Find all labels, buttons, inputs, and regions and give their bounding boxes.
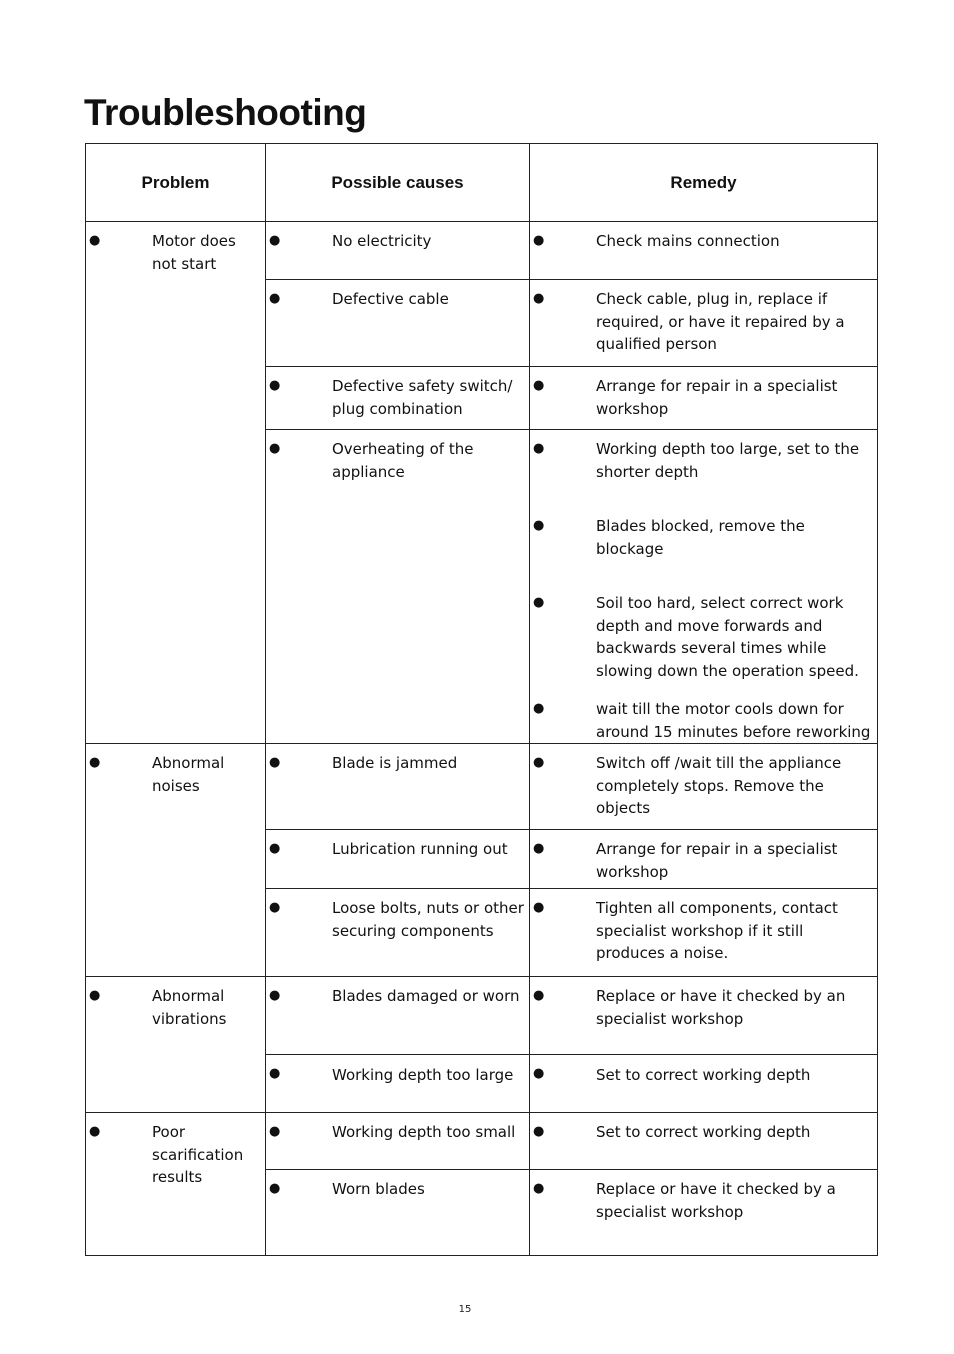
- bullet-icon: ●: [269, 988, 281, 1003]
- cause-text: Defective safety switch/ plug combination: [332, 377, 513, 418]
- remedy-text: Soil too hard, select correct work depth and move forwards and backwards several times while slowing down the operation speed.: [596, 594, 859, 680]
- cause-text: Working depth too small: [332, 1123, 516, 1141]
- bullet-icon: ●: [533, 988, 545, 1003]
- bullet-icon: ●: [533, 595, 545, 610]
- bullet-icon: ●: [533, 755, 545, 770]
- problem-text: Abnormal vibrations: [152, 987, 227, 1028]
- bullet-icon: ●: [269, 291, 281, 306]
- cause-text: No electricity: [332, 232, 432, 250]
- page-number: 15: [458, 1304, 472, 1315]
- bullet-icon: ●: [533, 1181, 545, 1196]
- cause-text: Defective cable: [332, 290, 449, 308]
- table-row: [86, 1113, 878, 1170]
- remedy-cell: [530, 367, 878, 430]
- remedy-cell: [530, 430, 878, 744]
- bullet-icon: ●: [533, 1124, 545, 1139]
- problem-cell: [86, 744, 266, 977]
- remedy-cell: [530, 1170, 878, 1256]
- remedy-cell: [530, 280, 878, 367]
- problem-text: Motor does not start: [152, 232, 236, 273]
- remedy-cell: [530, 889, 878, 977]
- bullet-icon: ●: [533, 900, 545, 915]
- cause-text: Blade is jammed: [332, 754, 458, 772]
- cause-text: Overheating of the appliance: [332, 440, 474, 481]
- remedy-cell: [530, 1055, 878, 1113]
- header-problem: Problem: [86, 144, 266, 222]
- remedy-text: Replace or have it checked by a specialist workshop: [596, 1180, 836, 1221]
- cause-cell: [266, 1055, 530, 1113]
- cause-cell: [266, 744, 530, 830]
- bullet-icon: ●: [269, 1124, 281, 1139]
- remedy-cell: [530, 222, 878, 280]
- bullet-icon: ●: [533, 291, 545, 306]
- table-row: [86, 744, 878, 830]
- bullet-icon: ●: [533, 441, 545, 456]
- bullet-icon: ●: [269, 900, 281, 915]
- remedy-text: Switch off /wait till the appliance completely stops. Remove the objects: [596, 754, 842, 817]
- table-row: [86, 977, 878, 1055]
- table-row: [86, 222, 878, 280]
- bullet-icon: ●: [269, 755, 281, 770]
- bullet-icon: ●: [269, 841, 281, 856]
- cause-text: Working depth too large: [332, 1066, 514, 1084]
- cause-text: Loose bolts, nuts or other securing components: [332, 899, 524, 940]
- bullet-icon: ●: [269, 1181, 281, 1196]
- remedy-cell: [530, 830, 878, 889]
- header-possible-causes: Possible causes: [266, 144, 530, 222]
- bullet-icon: ●: [269, 441, 281, 456]
- remedy-text: Set to correct working depth: [596, 1066, 811, 1084]
- problem-cell: [86, 1113, 266, 1256]
- remedy-text: Check mains connection: [596, 232, 780, 250]
- cause-cell: [266, 222, 530, 280]
- cause-cell: [266, 977, 530, 1055]
- cause-text: Worn blades: [332, 1180, 425, 1198]
- bullet-icon: ●: [269, 1066, 281, 1081]
- table-header-row: [86, 144, 878, 222]
- bullet-icon: ●: [533, 233, 545, 248]
- remedy-text: Check cable, plug in, replace if required, or have it repaired by a qualified person: [596, 290, 845, 353]
- cause-cell: [266, 367, 530, 430]
- problem-cell: [86, 222, 266, 744]
- cause-cell: [266, 830, 530, 889]
- remedy-text: Set to correct working depth: [596, 1123, 811, 1141]
- bullet-icon: ●: [533, 378, 545, 393]
- cause-cell: [266, 1170, 530, 1256]
- cause-cell: [266, 280, 530, 367]
- bullet-icon: ●: [533, 701, 545, 716]
- remedy-text: Arrange for repair in a specialist workshop: [596, 377, 838, 418]
- header-remedy: Remedy: [530, 144, 878, 222]
- cause-cell: [266, 1113, 530, 1170]
- remedy-cell: [530, 744, 878, 830]
- bullet-icon: ●: [533, 1066, 545, 1081]
- cause-text: Blades damaged or worn: [332, 987, 520, 1005]
- bullet-icon: ●: [533, 518, 545, 533]
- bullet-icon: ●: [89, 988, 101, 1003]
- bullet-icon: ●: [269, 378, 281, 393]
- troubleshooting-table: [85, 143, 878, 1256]
- remedy-cell: [530, 977, 878, 1055]
- remedy-text: wait till the motor cools down for around 15 minutes before reworking: [596, 700, 871, 741]
- problem-cell: [86, 977, 266, 1113]
- bullet-icon: ●: [533, 841, 545, 856]
- cause-cell: [266, 430, 530, 744]
- cause-cell: [266, 889, 530, 977]
- bullet-icon: ●: [269, 233, 281, 248]
- cause-text: Lubrication running out: [332, 840, 508, 858]
- remedy-text: Tighten all components, contact specialist workshop if it still produces a noise.: [596, 899, 838, 962]
- bullet-icon: ●: [89, 1124, 101, 1139]
- remedy-text: Working depth too large, set to the shorter depth: [596, 440, 860, 481]
- remedy-text: Replace or have it checked by an specialist workshop: [596, 987, 846, 1028]
- problem-text: Abnormal noises: [152, 754, 225, 795]
- remedy-text: Blades blocked, remove the blockage: [596, 517, 805, 558]
- remedy-cell: [530, 1113, 878, 1170]
- bullet-icon: ●: [89, 755, 101, 770]
- bullet-icon: ●: [89, 233, 101, 248]
- page-title: Troubleshooting: [84, 92, 367, 133]
- problem-text: Poor scarification results: [152, 1123, 244, 1186]
- remedy-text: Arrange for repair in a specialist workshop: [596, 840, 838, 881]
